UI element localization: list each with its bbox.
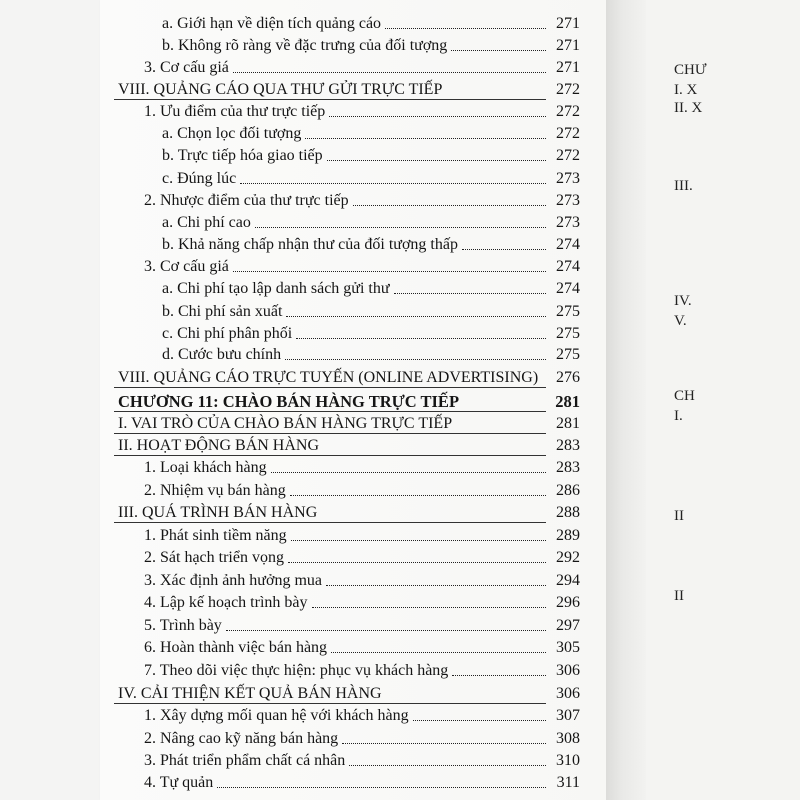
toc-entry-label: 6. Hoàn thành việc bán hàng xyxy=(144,639,328,656)
toc-entry-page: 297 xyxy=(556,617,580,634)
toc-entry-label: CHƯƠNG 11: CHÀO BÁN HÀNG TRỰC TIẾP xyxy=(118,392,460,411)
toc-entry xyxy=(100,301,610,323)
background-left xyxy=(0,0,100,800)
toc-entry xyxy=(100,615,610,637)
toc-entry-label: VIII. QUẢNG CÁO QUA THƯ GỬI TRỰC TIẾP xyxy=(118,81,443,98)
adjacent-page-fragment: CHƯ xyxy=(674,62,707,78)
toc-entry-label: a. Giới hạn về diện tích quảng cáo xyxy=(162,15,382,32)
toc-entry-page: 272 xyxy=(556,103,580,120)
toc-entry-page: 271 xyxy=(556,15,580,32)
toc-entry-page: 273 xyxy=(556,192,580,209)
toc-entry-label: II. HOẠT ĐỘNG BÁN HÀNG xyxy=(118,437,320,454)
toc-leader xyxy=(114,99,546,100)
toc-entry-page: 306 xyxy=(556,685,580,702)
toc-entry xyxy=(100,344,610,366)
toc-entry-label: a. Chi phí tạo lập danh sách gửi thư xyxy=(162,280,390,297)
toc-entry xyxy=(100,480,610,502)
toc-entry-label: 3. Xác định ảnh hưởng mua xyxy=(144,572,322,589)
toc-leader xyxy=(329,116,546,117)
toc-entry-label: 1. Xây dựng mối quan hệ với khách hàng xyxy=(144,707,409,724)
toc-entry-label: 1. Ưu điểm của thư trực tiếp xyxy=(144,103,326,120)
toc-entry xyxy=(100,660,610,682)
toc-leader xyxy=(451,50,546,51)
toc-entry-label: c. Chi phí phân phối xyxy=(162,325,293,342)
toc-entry-page: 272 xyxy=(556,81,580,98)
toc-leader xyxy=(291,540,546,541)
toc-entry xyxy=(100,323,610,345)
toc-entry-page: 289 xyxy=(556,527,580,544)
toc-entry-label: d. Cước bưu chính xyxy=(162,346,282,363)
toc-entry-page: 272 xyxy=(556,147,580,164)
adjacent-page-fragment: CH xyxy=(674,388,695,404)
toc-entry-label: 2. Nâng cao kỹ năng bán hàng xyxy=(144,730,339,747)
toc-entry-label: 4. Tự quản xyxy=(144,774,214,791)
toc-entry-label: b. Không rõ ràng về đặc trưng của đối tượng xyxy=(162,37,448,54)
toc-entry-label: a. Chi phí cao xyxy=(162,214,251,231)
toc-entry-page: 272 xyxy=(556,125,580,142)
toc-leader xyxy=(233,72,546,73)
toc-entry-label: III. QUÁ TRÌNH BÁN HÀNG xyxy=(118,504,318,521)
toc-entry-page: 283 xyxy=(556,459,580,476)
toc-entry xyxy=(100,168,610,190)
toc-entry-page: 288 xyxy=(556,504,580,521)
toc-entry xyxy=(100,525,610,547)
table-of-contents xyxy=(100,0,610,800)
toc-leader xyxy=(296,338,546,339)
toc-entry xyxy=(100,190,610,212)
toc-entry xyxy=(100,772,610,794)
toc-leader xyxy=(233,271,546,272)
toc-entry xyxy=(100,101,610,123)
toc-entry-label: IV. CẢI THIỆN KẾT QUẢ BÁN HÀNG xyxy=(118,685,382,702)
toc-entry xyxy=(100,13,610,35)
toc-leader xyxy=(353,205,546,206)
toc-leader xyxy=(312,607,547,608)
toc-entry-page: 271 xyxy=(556,37,580,54)
toc-entry-label: 5. Trình bày xyxy=(144,617,222,634)
toc-entry xyxy=(100,637,610,659)
toc-entry xyxy=(100,256,610,278)
adjacent-page-fragment: II. X xyxy=(674,100,703,116)
toc-leader xyxy=(285,359,546,360)
toc-entry-label: b. Chi phí sản xuất xyxy=(162,303,283,320)
toc-entry-page: 311 xyxy=(556,774,580,791)
adjacent-page xyxy=(646,0,800,800)
toc-entry-page: 292 xyxy=(556,549,580,566)
toc-entry xyxy=(100,413,610,435)
toc-entry xyxy=(100,435,610,457)
adjacent-page-fragment: IV. xyxy=(674,293,692,309)
toc-leader xyxy=(255,227,546,228)
toc-entry-label: I. VAI TRÒ CỦA CHÀO BÁN HÀNG TRỰC TIẾP xyxy=(118,415,453,432)
toc-leader xyxy=(462,249,546,250)
adjacent-page-fragment: V. xyxy=(674,313,687,329)
toc-leader xyxy=(349,765,546,766)
toc-entry xyxy=(100,278,610,300)
toc-entry-label: 1. Phát sinh tiềm năng xyxy=(144,527,287,544)
toc-leader xyxy=(217,787,546,788)
toc-entry-page: 275 xyxy=(556,325,580,342)
toc-entry xyxy=(100,570,610,592)
toc-entry-label: a. Chọn lọc đối tượng xyxy=(162,125,302,142)
toc-entry-label: 3. Cơ cấu giá xyxy=(144,59,229,76)
toc-entry-page: 305 xyxy=(556,639,580,656)
toc-entry xyxy=(100,750,610,772)
adjacent-page-fragment: I. X xyxy=(674,82,698,98)
adjacent-page-fragment: I. xyxy=(674,408,683,424)
toc-entry-label: 3. Cơ cấu giá xyxy=(144,258,229,275)
adjacent-page-fragment: II xyxy=(674,508,684,524)
toc-entry xyxy=(100,705,610,727)
toc-leader xyxy=(305,138,546,139)
toc-entry-page: 308 xyxy=(556,730,580,747)
toc-entry-page: 281 xyxy=(555,392,580,411)
toc-entry-page: 307 xyxy=(556,707,580,724)
toc-entry-label: b. Khả năng chấp nhận thư của đối tượng thấp xyxy=(162,236,458,253)
toc-entry-label: 7. Theo dõi việc thực hiện: phục vụ khách hàng xyxy=(144,662,449,679)
toc-leader xyxy=(385,28,546,29)
toc-leader xyxy=(114,433,546,434)
toc-entry-page: 275 xyxy=(556,346,580,363)
book-page xyxy=(100,0,610,800)
toc-leader xyxy=(286,316,546,317)
toc-entry xyxy=(100,502,610,524)
toc-entry xyxy=(100,592,610,614)
toc-entry-page: 274 xyxy=(556,280,580,297)
toc-entry-page: 283 xyxy=(556,437,580,454)
toc-entry xyxy=(100,391,610,413)
toc-entry-page: 273 xyxy=(556,214,580,231)
toc-entry xyxy=(100,683,610,705)
toc-leader xyxy=(114,703,546,704)
toc-leader xyxy=(288,562,546,563)
toc-leader xyxy=(114,522,546,523)
toc-entry-label: 3. Phát triển phẩm chất cá nhân xyxy=(144,752,346,769)
toc-entry-page: 274 xyxy=(556,258,580,275)
adjacent-page-fragment: III. xyxy=(674,178,693,194)
toc-entry xyxy=(100,212,610,234)
toc-entry xyxy=(100,547,610,569)
toc-entry xyxy=(100,234,610,256)
toc-entry xyxy=(100,57,610,79)
toc-leader xyxy=(114,411,546,412)
toc-entry xyxy=(100,728,610,750)
toc-leader xyxy=(114,387,546,388)
toc-entry-label: 1. Loại khách hàng xyxy=(144,459,267,476)
toc-entry-page: 271 xyxy=(556,59,580,76)
toc-leader xyxy=(327,160,546,161)
toc-entry-page: 296 xyxy=(556,594,580,611)
toc-entry xyxy=(100,79,610,101)
toc-entry-page: 276 xyxy=(556,369,580,386)
toc-leader xyxy=(271,472,546,473)
toc-entry-page: 281 xyxy=(556,415,580,432)
toc-entry xyxy=(100,367,610,389)
toc-leader xyxy=(240,183,546,184)
page-gutter-shadow xyxy=(606,0,646,800)
toc-entry-label: 2. Nhược điểm của thư trực tiếp xyxy=(144,192,349,209)
toc-entry xyxy=(100,123,610,145)
toc-entry-page: 273 xyxy=(556,170,580,187)
toc-entry-label: b. Trực tiếp hóa giao tiếp xyxy=(162,147,323,164)
toc-leader xyxy=(331,652,546,653)
toc-entry-label: 4. Lập kế hoạch trình bày xyxy=(144,594,308,611)
toc-entry-page: 310 xyxy=(556,752,580,769)
toc-leader xyxy=(413,720,546,721)
toc-entry-page: 275 xyxy=(556,303,580,320)
toc-entry-label: 2. Sát hạch triển vọng xyxy=(144,549,284,566)
toc-entry xyxy=(100,145,610,167)
toc-entry-page: 306 xyxy=(556,662,580,679)
toc-leader xyxy=(452,675,546,676)
toc-leader xyxy=(394,293,546,294)
toc-leader xyxy=(326,585,546,586)
toc-entry-page: 294 xyxy=(556,572,580,589)
toc-entry xyxy=(100,35,610,57)
toc-entry-page: 274 xyxy=(556,236,580,253)
toc-leader xyxy=(226,630,546,631)
adjacent-page-fragment: II xyxy=(674,588,684,604)
toc-entry-label: VIII. QUẢNG CÁO TRỰC TUYẾN (ONLINE ADVERTISING) xyxy=(118,369,539,386)
toc-entry-label: c. Đúng lúc xyxy=(162,170,237,187)
toc-entry-page: 286 xyxy=(556,482,580,499)
toc-entry xyxy=(100,457,610,479)
toc-leader xyxy=(290,495,546,496)
toc-leader xyxy=(342,743,546,744)
toc-leader xyxy=(114,455,546,456)
toc-entry-label: 2. Nhiệm vụ bán hàng xyxy=(144,482,286,499)
